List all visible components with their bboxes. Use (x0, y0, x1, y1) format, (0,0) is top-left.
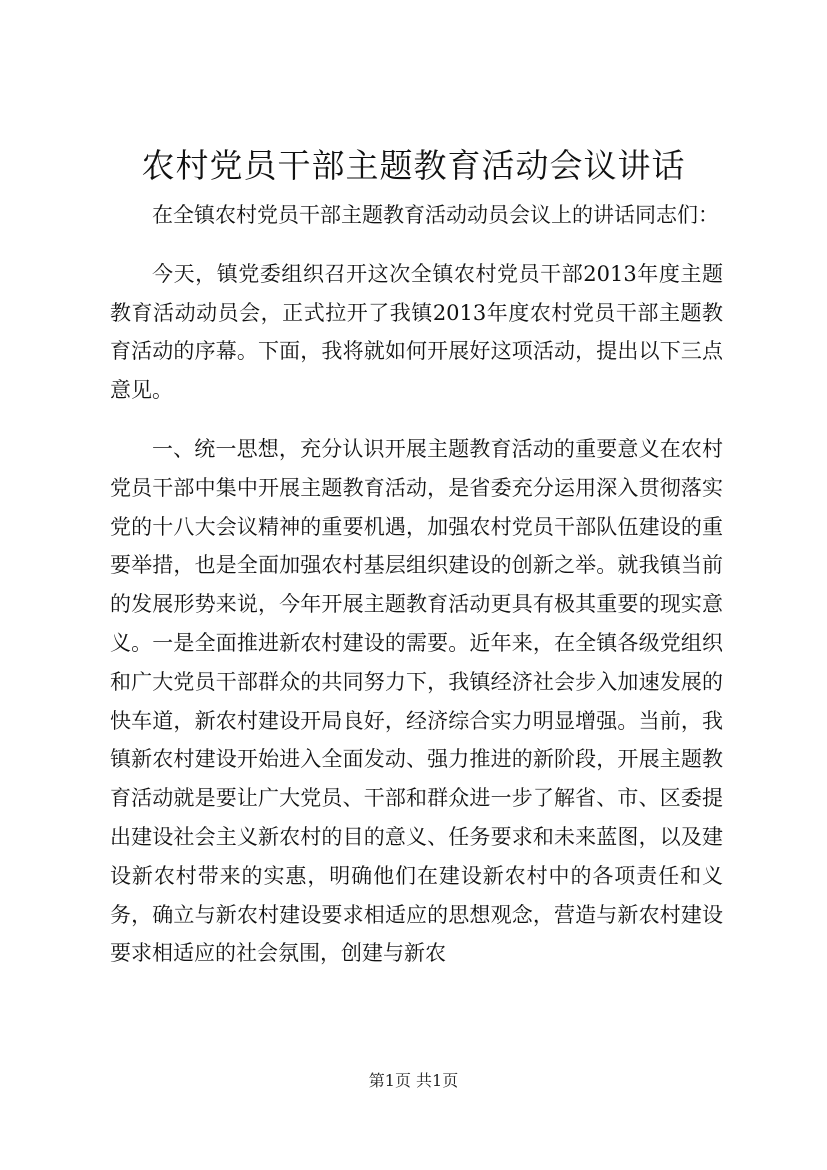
paragraph-greeting: 在全镇农村党员干部主题教育活动动员会议上的讲话同志们： (152, 203, 719, 227)
page-footer: 第1页 共1页 (368, 1071, 459, 1090)
paragraph-intro: 今天，镇党委组织召开这次全镇农村党员干部2013年度主题教育活动动员会，正式拉开了我镇2013年度农村党员干部主题教育活动的序幕。下面，我将就如何开展好这项活动，提出以下三点意见。 (110, 261, 723, 403)
paragraph-section-one: 一、统一思想，充分认识开展主题教育活动的重要意义在农村党员干部中集中开展主题教育活动，是省委充分运用深入贯彻落实党的十八大会议精神的重要机遇，加强农村党员干部队伍建设的重要举措，也是全面加强农村基层组织建设的创新之举。就我镇当前的发展形势来说，今年开展主题教育活动更具有极其重要的现实意义。一是全面推进新农村建设的需要。近年来，在全镇各级党组织和广大党员干部群众的共同努力下，我镇经济社会步入加速发展的快车道，新农村建设开局良好，经济综合实力明显增强。当前，我镇新农村建设开始进入全面发动、强力推进的新阶段，开展主题教育活动就是要让广大党员、干部和群众进一步了解省、市、区委提出建设社会主义新农村的目的意义、任务要求和未来蓝图，以及建设新农村带来的实惠，明确他们在建设新农村中的各项责任和义务，确立与新农村建设要求相适应的思想观念，营造与新农村建设要求相适应的社会氛围，创建与新农 (110, 436, 723, 966)
document-title: 农村党员干部主题教育活动会议讲话 (141, 146, 686, 185)
document-body (110, 196, 723, 973)
